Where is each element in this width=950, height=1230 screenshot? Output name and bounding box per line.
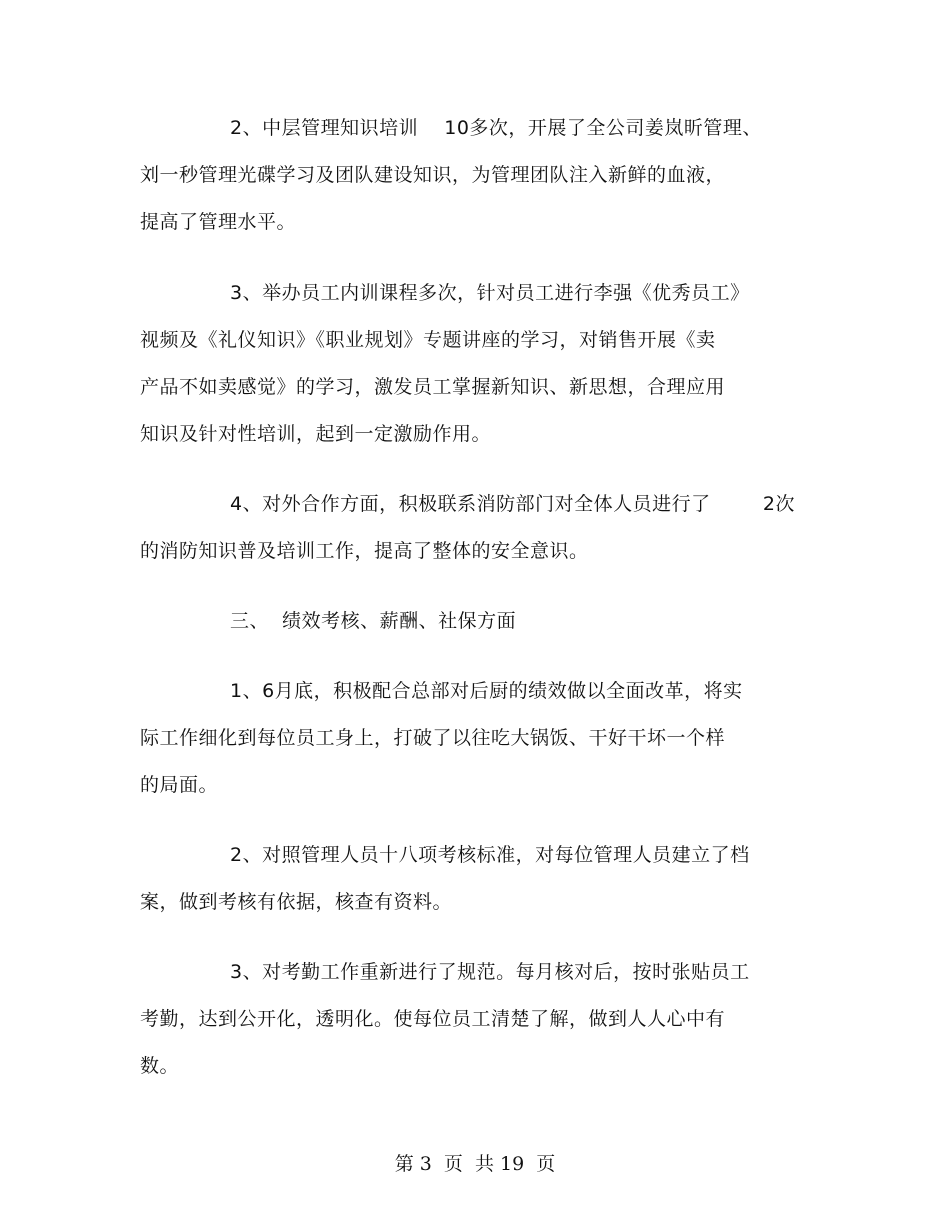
paragraph-line: 际工作细化到每位员工身上，打破了以往吃大锅饭、干好干坏一个样	[140, 727, 726, 749]
paragraph-line: 3、举办员工内训课程多次，针对员工进行李强《优秀员工》	[230, 282, 750, 304]
paragraph-line: 4、对外合作方面，积极联系消防部门对全体人员进行了 2次	[230, 493, 795, 515]
section-heading: 三、 绩效考核、薪酬、社保方面	[230, 610, 517, 632]
paragraph-line: 2、对照管理人员十八项考核标准，对每位管理人员建立了档	[230, 844, 750, 866]
page-number-footer: 第 3 页 共 19 页	[394, 1153, 556, 1175]
paragraph-line: 的局面。	[140, 774, 219, 796]
paragraph-line: 3、对考勤工作重新进行了规范。每月核对后，按时张贴员工	[230, 961, 750, 983]
paragraph-line: 提高了管理水平。	[140, 211, 297, 233]
paragraph-line: 的消防知识普及培训工作，提高了整体的安全意识。	[140, 540, 589, 562]
paragraph-line: 1、6月底，积极配合总部对后厨的绩效做以全面改革，将实	[230, 680, 743, 702]
paragraph-line: 知识及针对性培训，起到一定激励作用。	[140, 423, 492, 445]
paragraph-line: 产品不如卖感觉》的学习，激发员工掌握新知识、新思想，合理应用	[140, 376, 726, 398]
paragraph-line: 考勤，达到公开化，透明化。使每位员工清楚了解，做到人人心中有	[140, 1008, 726, 1030]
paragraph-line: 视频及《礼仪知识》《职业规划》专题讲座的学习，对销售开展《卖	[140, 329, 716, 351]
paragraph-line: 刘一秒管理光碟学习及团队建设知识，为管理团队注入新鲜的血液，	[140, 164, 726, 186]
paragraph-line: 2、中层管理知识培训 10多次，开展了全公司姜岚昕管理、	[230, 117, 762, 139]
paragraph-line: 案，做到考核有依据，核查有资料。	[140, 891, 453, 913]
paragraph-line: 数。	[140, 1055, 180, 1077]
